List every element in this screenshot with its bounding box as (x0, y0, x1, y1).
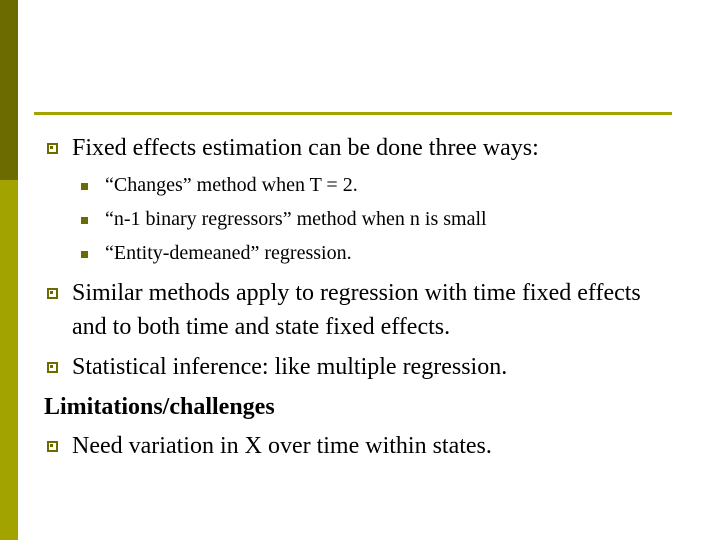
bullet-text: Statistical inference: like multiple regression. (72, 354, 508, 380)
side-bar-dark (0, 0, 18, 180)
sub-item-text: “Changes” method when T = 2. (105, 174, 358, 196)
square-bullet-icon (47, 441, 58, 452)
small-square-bullet-icon (81, 251, 88, 258)
square-bullet-icon (47, 143, 58, 154)
sub-item-text: “n-1 binary regressors” method when n is small (105, 208, 487, 230)
sub-item-changes (105, 172, 358, 198)
bullet-similar-methods (72, 276, 672, 344)
bullet-text: Need variation in X over time within states. (72, 433, 492, 459)
sub-item-text: “Entity-demeaned” regression. (105, 242, 352, 264)
bullet-text: Similar methods apply to regression with time fixed effects and to both time and state fixed effects. (72, 280, 641, 340)
section-heading: Limitations/challenges (44, 394, 275, 420)
bullet-statistical-inference (72, 350, 672, 384)
bullet-fixed-effects (72, 132, 539, 164)
square-bullet-icon (47, 288, 58, 299)
sub-item-binary-regressors (105, 206, 487, 232)
small-square-bullet-icon (81, 217, 88, 224)
sub-item-entity-demeaned (105, 240, 352, 266)
square-bullet-icon (47, 362, 58, 373)
bullet-text: Fixed effects estimation can be done three ways: (72, 135, 539, 161)
side-bar-light (0, 180, 18, 540)
small-square-bullet-icon (81, 183, 88, 190)
bullet-need-variation (72, 429, 672, 463)
title-divider (34, 112, 672, 115)
